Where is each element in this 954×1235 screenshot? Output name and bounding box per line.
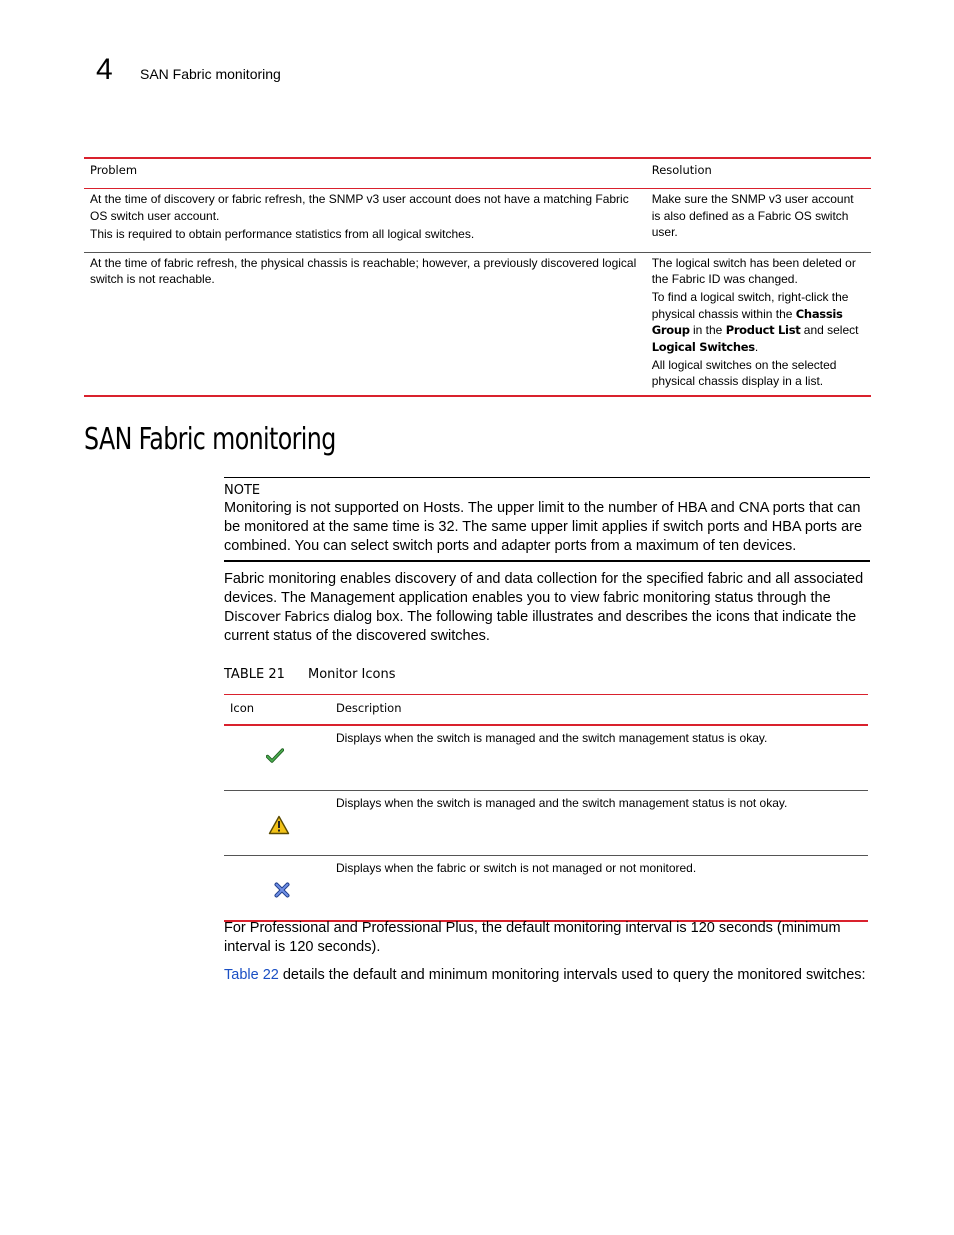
text-run: and select (800, 323, 859, 337)
problem-text: This is required to obtain performance statistics from all logical switches. (90, 226, 475, 241)
note-text: Monitoring is not supported on Hosts. The upper limit to the number of HBA and CNA ports that can be monitored at the same time is 32. The same upper limit applies if switch ports and HBA ports are combined. You can select switch ports and adapter ports from a maximum of ten devices. (224, 500, 863, 554)
table-caption (224, 666, 396, 684)
text-run: To find a logical switch, right-click the physical chassis within the (651, 290, 849, 321)
table-row (224, 856, 868, 922)
resolution-cell (646, 252, 871, 396)
ui-term-discover-fabrics: Discover Fabrics (224, 609, 330, 625)
text-run: in the (689, 323, 726, 337)
table-header-row (224, 695, 868, 726)
note-box (224, 477, 870, 562)
description-cell: Displays when the fabric or switch is not managed or not monitored. (336, 861, 697, 875)
resolution-text: All logical switches on the selected physical chassis display in a list. (651, 357, 837, 388)
ui-term-product-list: Product List (725, 323, 801, 337)
text-run: Fabric monitoring enables discovery of and data collection for the specified fabric and all associated devices. The Management application enables you to view fabric monitoring status through the (224, 571, 864, 606)
text-run: dialog box. The following table illustrates and describes the icons that indicate the current status of the discovered switches. (224, 609, 857, 644)
intro-paragraph (224, 570, 870, 646)
ui-term-logical-switches: Logical Switches (651, 339, 755, 354)
troubleshooting-table (84, 157, 871, 397)
text-run: details the default and minimum monitoring intervals used to query the monitored switches: (278, 967, 866, 983)
column-header-description: Description (330, 695, 868, 726)
problem-cell (84, 252, 646, 396)
description-cell: Displays when the switch is managed and the switch management status is okay. (330, 725, 868, 791)
interval-paragraph: For Professional and Professional Plus, the default monitoring interval is 120 seconds (minimum interval is 120 seconds). (224, 920, 841, 955)
blue-x-icon (274, 882, 290, 898)
table22-paragraph (224, 966, 870, 985)
resolution-text (652, 289, 865, 355)
icon-cell (224, 856, 330, 922)
table-row (84, 252, 871, 396)
table-number: TABLE 21 (224, 667, 285, 682)
table-row (224, 791, 868, 856)
ui-term-chassis-group: Chassis Group (651, 306, 843, 337)
table-row (84, 189, 871, 253)
monitor-icons-table (224, 694, 868, 922)
resolution-cell (646, 189, 871, 253)
text-run: . (754, 339, 759, 354)
chapter-title: SAN Fabric monitoring (140, 66, 281, 82)
section-title: SAN Fabric monitoring (84, 422, 336, 457)
icon-cell (224, 791, 330, 856)
column-header-problem: Problem (84, 158, 646, 189)
table-title: Monitor Icons (308, 667, 396, 682)
column-header-icon: Icon (224, 695, 330, 726)
problem-text: At the time of fabric refresh, the physical chassis is reachable; however, a previously discovered logical switch is not reachable. (90, 255, 637, 286)
column-header-resolution: Resolution (646, 158, 871, 189)
description-cell: Displays when the switch is managed and the switch management status is not okay. (330, 791, 868, 856)
resolution-text: The logical switch has been deleted or the Fabric ID was changed. (651, 255, 856, 286)
green-checkmark-icon (266, 748, 284, 764)
yellow-warning-icon (268, 815, 290, 835)
problem-cell (84, 189, 646, 253)
table-row (224, 725, 868, 791)
chapter-number: 4 (96, 53, 113, 86)
problem-text: At the time of discovery or fabric refresh, the SNMP v3 user account does not have a matching Fabric OS switch user account. (90, 192, 629, 223)
table-22-link[interactable]: Table 22 (224, 967, 279, 983)
table-header-row (84, 158, 871, 189)
note-label: NOTE (224, 483, 261, 498)
resolution-text: Make sure the SNMP v3 user account is also defined as a Fabric OS switch user. (651, 192, 854, 239)
icon-cell (224, 725, 330, 791)
